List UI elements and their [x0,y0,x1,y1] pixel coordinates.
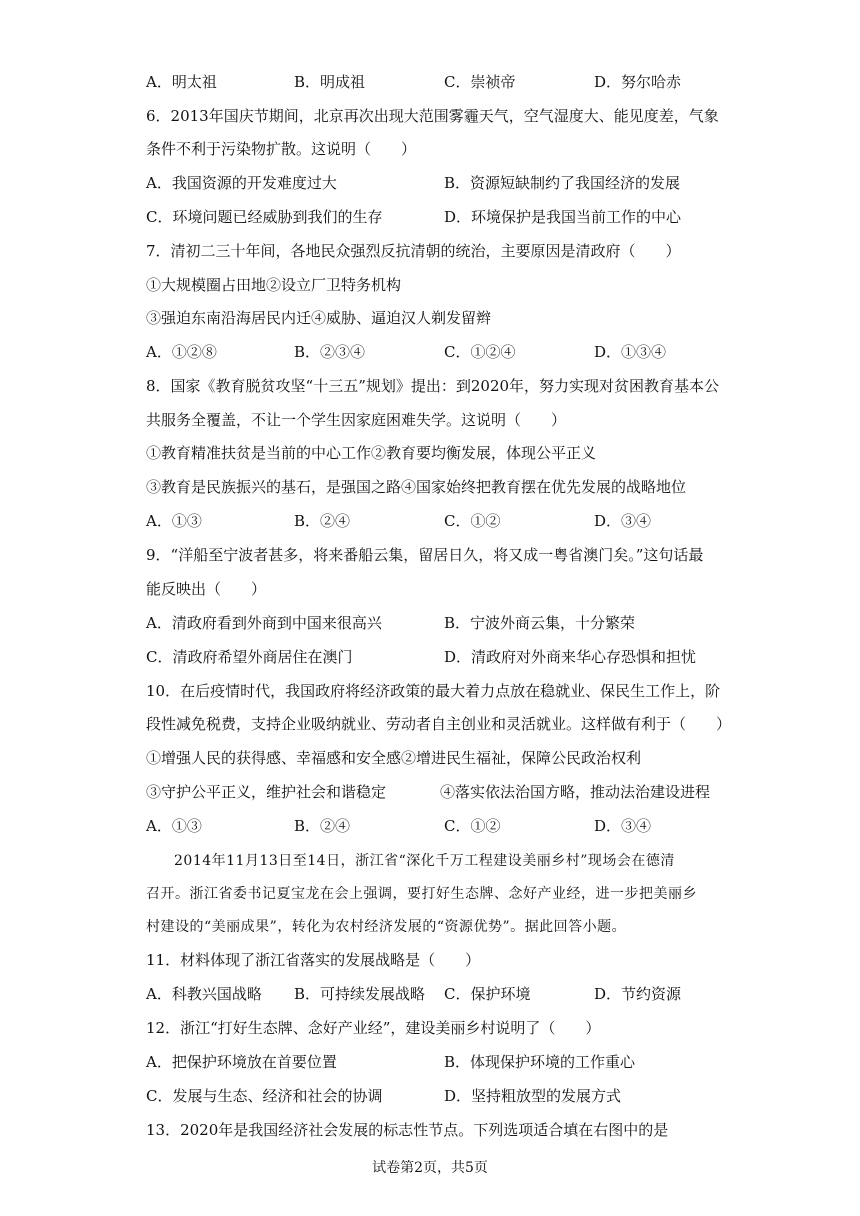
q12-option-c[interactable]: C．发展与生态、经济和社会的协调 [146,1087,383,1105]
q6-stem-line-1: 6．2013年国庆节期间，北京再次出现大范围雾霾天气，空气湿度大、能见度差，气象 [146,107,719,125]
q7-stem: 7．清初二三十年间，各地民众强烈反抗清朝的统治，主要原因是清政府（ ） [146,242,681,260]
q8-option-d[interactable]: D．③④ [594,512,652,530]
q11-option-c[interactable]: C．保护环境 [444,985,531,1003]
q6-option-c[interactable]: C．环境问题已经威胁到我们的生存 [146,208,383,226]
q8-option-a[interactable]: A．①③ [146,512,202,530]
q10-stem-line-2: 段性减免税费，支持企业吸纳就业、劳动者自主创业和灵活就业。这样做有利于（ ） [146,715,732,733]
q6-option-a[interactable]: A．我国资源的开发难度过大 [146,174,337,192]
q11-stem: 11．材料体现了浙江省落实的发展战略是（ ） [146,951,481,969]
q10-option-d[interactable]: D．③④ [594,817,652,835]
q6-option-d[interactable]: D．环境保护是我国当前工作的中心 [444,208,682,226]
q12-option-a[interactable]: A．把保护环境放在首要位置 [146,1053,337,1071]
q7-option-c[interactable]: C．①②④ [444,343,516,361]
q12-stem: 12．浙江“打好生态牌、念好产业经”，建设美丽乡村说明了（ ） [146,1019,601,1037]
q7-option-b[interactable]: B．②③④ [294,343,366,361]
q11-option-d[interactable]: D．节约资源 [594,985,682,1003]
q5-option-b[interactable]: B．明成祖 [294,73,366,91]
q5-option-c[interactable]: C．崇祯帝 [444,73,516,91]
q8-statement-2: ③教育是民族振兴的基石，是强国之路④国家始终把教育摆在优先发展的战略地位 [146,478,687,496]
q10-option-c[interactable]: C．①② [444,817,501,835]
q11-option-b[interactable]: B．可持续发展战略 [294,985,426,1003]
q10-statement-4: ④落实依法治国方略，推动法治建设进程 [440,783,711,801]
q8-option-b[interactable]: B．②④ [294,512,351,530]
q8-statement-1: ①教育精准扶贫是当前的中心工作②教育要均衡发展，体现公平正义 [146,444,597,462]
q8-stem-line-2: 共服务全覆盖，不让一个学生因家庭困难失学。这说明（ ） [146,411,567,429]
material-line-1: 2014年11月13日至14日，浙江省“深化千万工程建设美丽乡村”现场会在德清 [174,853,675,869]
q7-option-a[interactable]: A．①②⑧ [146,343,217,361]
q9-option-d[interactable]: D．清政府对外商来华心存恐惧和担忧 [444,648,697,666]
q8-stem-line-1: 8．国家《教育脱贫攻坚“十三五”规划》提出：到2020年，努力实现对贫困教育基本公 [146,377,720,395]
q6-option-b[interactable]: B．资源短缺制约了我国经济的发展 [444,174,681,192]
q7-statement-2: ③强迫东南沿海居民内迁④威胁、逼迫汉人剃发留辫 [146,309,492,327]
q11-option-a[interactable]: A．科教兴国战略 [146,985,262,1003]
q6-stem-line-2: 条件不利于污染物扩散。这说明（ ） [146,140,417,158]
q9-option-c[interactable]: C．清政府希望外商居住在澳门 [146,648,353,666]
q12-option-d[interactable]: D．坚持粗放型的发展方式 [444,1087,622,1105]
q9-stem-line-2: 能反映出（ ） [146,580,267,598]
q10-statement-1: ①增强人民的获得感、幸福感和安全感②增进民生福祉，保障公民政治权利 [146,749,642,767]
q7-statement-1: ①大规模圈占田地②设立厂卫特务机构 [146,276,402,294]
q10-stem-line-1: 10．在后疫情时代，我国政府将经济政策的最大着力点放在稳就业、保民生工作上，阶 [146,682,721,700]
q7-option-d[interactable]: D．①③④ [594,343,667,361]
material-line-3: 村建设的“美丽成果”，转化为农村经济发展的“资源优势”。据此回答小题。 [146,919,627,935]
q9-stem-line-1: 9．“洋船至宁波者甚多，将来番船云集，留居日久，将又成一粤省澳门矣。”这句话最 [146,546,704,564]
q10-option-b[interactable]: B．②④ [294,817,351,835]
q12-option-b[interactable]: B．体现保护环境的工作重心 [444,1053,636,1071]
q9-option-a[interactable]: A．清政府看到外商到中国来很高兴 [146,614,382,632]
q10-option-a[interactable]: A．①③ [146,817,202,835]
q10-statement-3: ③守护公平正义，维护社会和谐稳定 [146,783,387,801]
q8-option-c[interactable]: C．①② [444,512,501,530]
page-footer: 试卷第2页，共5页 [372,1160,488,1176]
q5-option-d[interactable]: D．努尔哈赤 [594,73,682,91]
q9-option-b[interactable]: B．宁波外商云集，十分繁荣 [444,614,636,632]
material-line-2: 召开。浙江省委书记夏宝龙在会上强调，要打好生态牌、念好产业经，进一步把美丽乡 [146,886,697,902]
q5-option-a[interactable]: A．明太祖 [146,73,217,91]
q13-stem: 13．2020年是我国经济社会发展的标志性节点。下列选项适合填在右图中的是 [146,1121,669,1139]
